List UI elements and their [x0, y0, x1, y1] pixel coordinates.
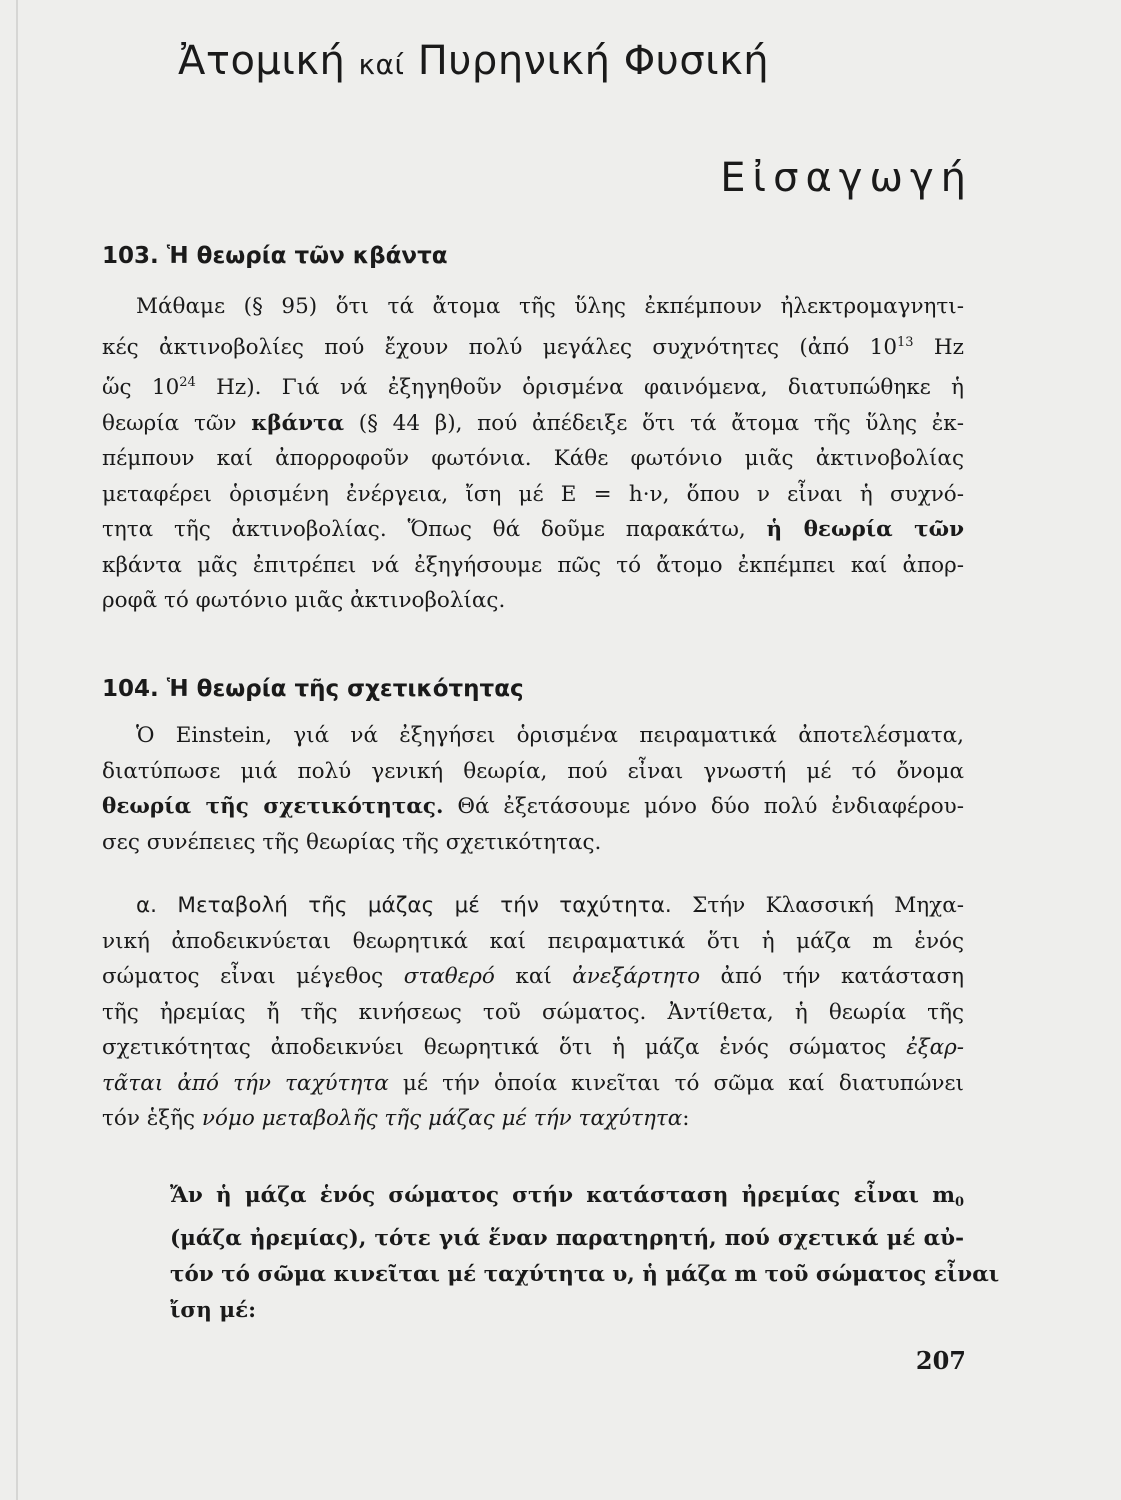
- section-104-body: [102, 718, 964, 860]
- text-line: θεωρία τῆς σχετικότητας. Θά ἐξετάσουμε μόνο δύο πολύ ἐνδιαφέρου-: [102, 794, 964, 819]
- law-statement: [170, 1178, 1000, 1329]
- page-number: 207: [915, 1346, 966, 1375]
- text-line: τᾶται ἀπό τήν ταχύτητα μέ τήν ὁποία κινεῖται τό σῶμα καί διατυπώνει: [102, 1070, 964, 1096]
- text-line: διατύπωσε μιά πολύ γενική θεωρία, πού εἶναι γνωστή μέ τό ὄνομα: [102, 758, 964, 784]
- text-line: τητα τῆς ἀκτινοβολίας. Ὅπως θά δοῦμε παρακάτω, ἡ θεωρία τῶν: [102, 517, 964, 542]
- text-line: Ὁ Einstein, γιά νά ἐξηγήσει ὁρισμένα πειραματικά ἀποτελέσματα,: [136, 723, 964, 748]
- text-line: τόν τό σῶμα κινεῖται μέ ταχύτητα υ, ἡ μάζα m τοῦ σώματος εἶναι: [170, 1262, 1000, 1287]
- chapter-title-part3: Πυρηνική Φυσική: [417, 38, 770, 84]
- chapter-title: [178, 38, 769, 84]
- text-line: ὥς $10^{24}$ Hz). Γιά νά ἐξηγηθοῦν ὁρισμένα φαινόμενα, διατυπώθηκε ἡ: [102, 375, 964, 400]
- text-line: Ἄν ἡ μάζα ἑνός σώματος στήν κατάσταση ἠρεμίας εἶναι $m_0$: [170, 1183, 964, 1210]
- text-line: κβάντα μᾶς ἐπιτρέπει νά ἐξηγήσουμε πῶς τό ἄτομο ἐκπέμπει καί ἀπορ-: [102, 552, 964, 578]
- text-line: νική ἀποδεικνύεται θεωρητικά καί πειραματικά ὅτι ἡ μάζα m ἑνός: [102, 928, 964, 954]
- text-line: σες συνέπειες τῆς θεωρίας τῆς σχετικότητας.: [102, 829, 602, 855]
- text-line: (μάζα ἠρεμίας), τότε γιά ἕναν παρατηρητή, πού σχετικά μέ αὐ-: [170, 1226, 964, 1251]
- subsection-a-body: [102, 888, 964, 1137]
- page-edge-shadow: [16, 0, 18, 1500]
- text-line: σώματος εἶναι μέγεθος σταθερό καί ἀνεξάρτητο ἀπό τήν κατάσταση: [102, 964, 964, 989]
- text-line: τόν ἑξῆς νόμο μεταβολῆς τῆς μάζας μέ τήν ταχύτητα:: [102, 1106, 690, 1131]
- section-104-title: 104. Ἡ θεωρία τῆς σχετικότητας: [102, 676, 524, 702]
- text-line: σχετικότητας ἀποδεικνύει θεωρητικά ὅτι ἡ μάζα ἑνός σώματος ἐξαρ-: [102, 1035, 964, 1060]
- text-line: ροφᾶ τό φωτόνιο μιᾶς ἀκτινοβολίας.: [102, 588, 506, 613]
- text-line: ἴση μέ:: [170, 1298, 257, 1323]
- text-line: Μάθαμε (§ 95) ὅτι τά ἄτομα τῆς ὕλης ἐκπέμπουν ἠλεκτρομαγνητι-: [136, 294, 964, 319]
- chapter-title-part2: καί: [358, 48, 405, 81]
- text-line: θεωρία τῶν κβάντα (§ 44 β), πού ἀπέδειξε ὅτι τά ἄτομα τῆς ὕλης ἐκ-: [102, 410, 964, 436]
- section-103-body: [102, 289, 964, 619]
- text-line: κές ἀκτινοβολίες πού ἔχουν πολύ μεγάλες συχνότητες (ἀπό $10^{13}$ Hz: [102, 334, 964, 360]
- chapter-title-part1: Ἀτομική: [178, 38, 346, 84]
- text-line: πέμπουν καί ἀπορροφοῦν φωτόνια. Κάθε φωτόνιο μιᾶς ἀκτινοβολίας: [102, 446, 964, 471]
- section-heading: Εἰσαγωγή: [720, 155, 973, 201]
- text-line: τῆς ἠρεμίας ἤ τῆς κινήσεως τοῦ σώματος. Ἀντίθετα, ἡ θεωρία τῆς: [102, 999, 964, 1025]
- text-line: μεταφέρει ὁρισμένη ἐνέργεια, ἴση μέ Ε = h·ν, ὅπου ν εἶναι ἡ συχνό-: [102, 481, 964, 507]
- text-line: α. Μεταβολή τῆς μάζας μέ τήν ταχύτητα. Στήν Κλασσική Μηχα-: [136, 893, 964, 918]
- section-103-title: 103. Ἡ θεωρία τῶν κβάντα: [102, 243, 448, 269]
